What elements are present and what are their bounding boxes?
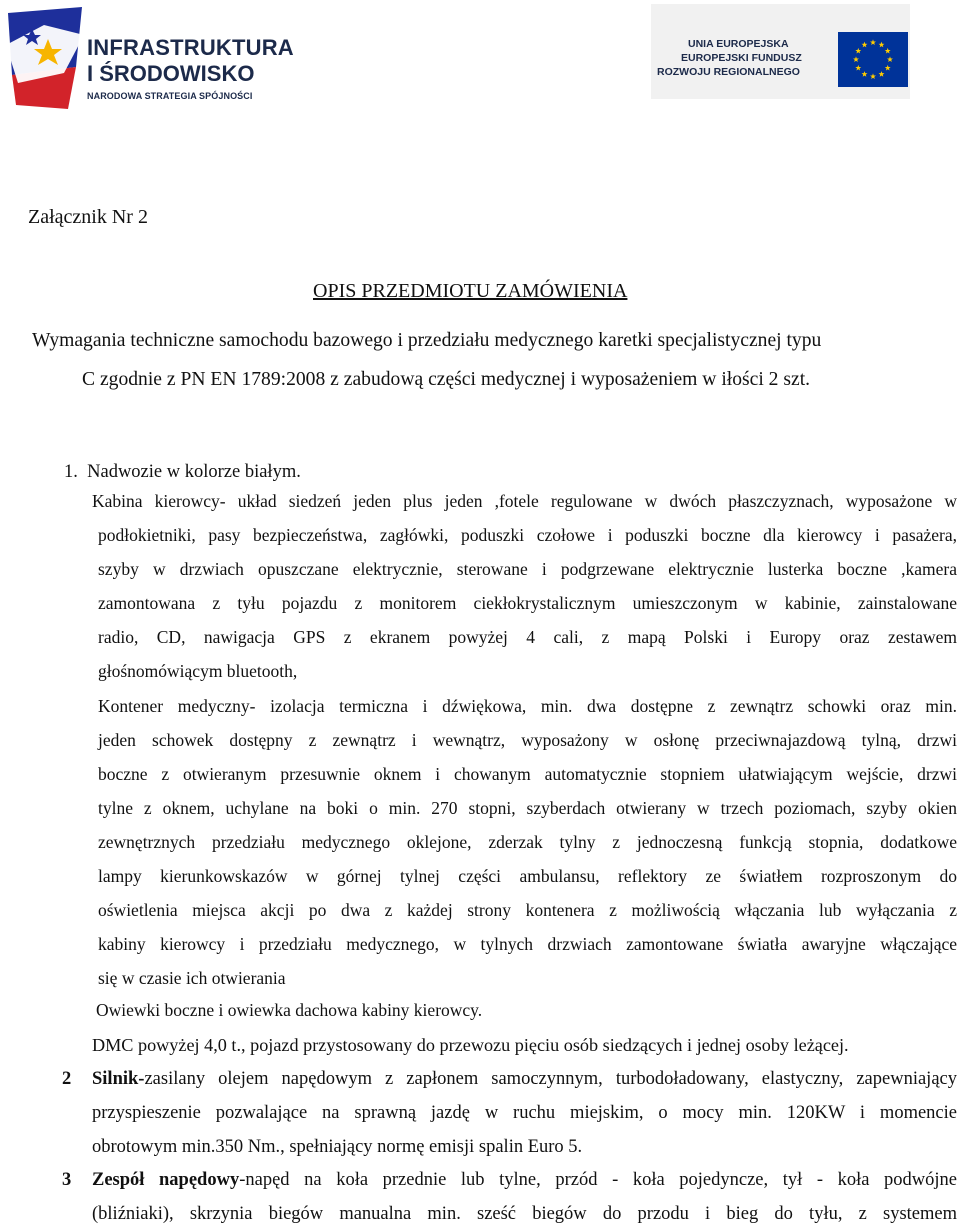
annex-number: Załącznik Nr 2 xyxy=(28,206,148,228)
star-flag-emblem-icon xyxy=(4,5,86,111)
eu-star-icon xyxy=(870,39,876,45)
paragraph-line: zamontowana z tyłu pojazdu z monitorem ciekłokrystalicznym umieszczonym w kabinie, zainstalowane xyxy=(98,593,957,613)
paragraph-line: Kabina kierowcy- układ siedzeń jeden plus jeden ,fotele regulowane w dwóch płaszczyznach, wyposażone w xyxy=(92,491,957,511)
paragraph-line: jeden schowek dostępny z zewnątrz i wewnątrz, wyposażony w osłonę przeciwnajazdową tylną, drzwi xyxy=(98,730,957,750)
paragraph-line: głośnomówiącym bluetooth, xyxy=(98,661,298,681)
paragraph-line: boczne z otwieranym przesuwnie oknem i chowanym automatycznie stopniem ułatwiającym wejście, drzwi xyxy=(98,764,957,784)
spoiler-line: Owiewki boczne i owiewka dachowa kabiny kierowcy. xyxy=(96,1000,483,1020)
eu-star-icon xyxy=(887,56,893,62)
section-2-lead: Silnik- xyxy=(92,1069,145,1089)
document-title: OPIS PRZEDMIOTU ZAMÓWIENIA xyxy=(313,280,628,302)
subtitle-line-1: Wymagania techniczne samochodu bazowego i przedziału medycznego karetki specjalistycznej typu xyxy=(32,330,822,351)
paragraph-line: obrotowym min.350 Nm., spełniający normę emisji spalin Euro 5. xyxy=(92,1137,583,1157)
logo-line-3: NARODOWA STRATEGIA SPÓJNOŚCI xyxy=(87,91,253,101)
eu-star-icon xyxy=(870,73,876,79)
eu-star-icon xyxy=(855,48,861,54)
logo-line-1: INFRASTRUKTURA xyxy=(87,35,294,60)
paragraph-line: podłokietniki, pasy bezpieczeństwa, zagłówki, poduszki czołowe i poduszki boczne dla kierowcy i pasażera, xyxy=(98,525,957,545)
infrastruktura-logo xyxy=(4,5,294,111)
paragraph-line: kabiny kierowcy i przedziału medycznego, w tylnych drzwiach zamontowane światła awaryjne włączające xyxy=(98,934,957,954)
eu-star-icon xyxy=(862,71,868,77)
eu-star-icon xyxy=(853,56,859,62)
paragraph-line: lampy kierunkowskazów w górnej tylnej części ambulansu, reflektory ze światłem rozproszonym do xyxy=(98,866,957,886)
paragraph-line: zewnętrznych przedziału medycznego oklejone, zderzak tylny z jednoczesną funkcją stopnia, dodatkowe xyxy=(98,832,957,852)
section-2-number: 2 xyxy=(62,1069,72,1089)
logo-line-2: I ŚRODOWISKO xyxy=(87,61,255,86)
eu-line-1: UNIA EUROPEJSKA xyxy=(688,38,789,50)
section-3-line: Zespół napędowy-napęd na koła przednie lub tylne, przód - koła pojedyncze, tył - koła podwójne xyxy=(92,1170,957,1190)
paragraph-line: się w czasie ich otwierania xyxy=(98,968,286,988)
eu-line-2: EUROPEJSKI FUNDUSZ xyxy=(681,52,802,64)
paragraph-line: tylne z oknem, uchylane na boki o min. 270 stopni, szyberdach otwierany w trzech poziomach, szyby okien xyxy=(98,798,957,818)
section-3-lead: Zespół napędowy xyxy=(92,1170,240,1190)
dmc-line: DMC powyżej 4,0 t., pojazd przystosowany do przewozu pięciu osób siedzących i jednej osoby leżącej. xyxy=(92,1035,849,1055)
paragraph-line: Kontener medyczny- izolacja termiczna i dźwiękowa, min. dwa dostępne z zewnątrz schowki oraz min. xyxy=(98,696,957,716)
section-3-number: 3 xyxy=(62,1170,72,1190)
eu-star-icon xyxy=(862,42,868,48)
section-1-heading: 1. Nadwozie w kolorze białym. xyxy=(64,462,301,482)
eu-star-icon xyxy=(885,65,891,71)
paragraph-line: (bliźniaki), skrzynia biegów manualna min. sześć biegów do przodu i bieg do tyłu, z systemem xyxy=(92,1204,957,1224)
eu-star-icon xyxy=(879,42,885,48)
eu-line-3: ROZWOJU REGIONALNEGO xyxy=(657,66,800,78)
subtitle-line-2: C zgodnie z PN EN 1789:2008 z zabudową części medycznej i wyposażeniem w iłości 2 szt. xyxy=(82,369,811,390)
section-2-line: Silnik-zasilany olejem napędowym z zapłonem samoczynnym, turbodoładowany, elastyczny, zapewniający xyxy=(92,1069,957,1089)
paragraph-line: oświetlenia miejsca akcji po dwa z każdej strony kontenera z możliwością włączania lub wyłączania z xyxy=(98,900,957,920)
eu-flag-icon xyxy=(838,32,908,87)
paragraph-line: szyby w drzwiach opuszczane elektrycznie, sterowane i podgrzewane elektrycznie lusterka boczne ,kamera xyxy=(98,559,957,579)
eu-star-icon xyxy=(885,48,891,54)
paragraph-line: przyspieszenie pozwalające na sprawną jazdę w ruchu miejskim, o mocy min. 120KW i momencie xyxy=(92,1103,957,1123)
paragraph-line: radio, CD, nawigacja GPS z ekranem powyżej 4 cali, z mapą Polski i Europy oraz zestawem xyxy=(98,627,957,647)
eu-logo xyxy=(651,4,910,99)
eu-star-icon xyxy=(879,71,885,77)
eu-star-icon xyxy=(855,65,861,71)
